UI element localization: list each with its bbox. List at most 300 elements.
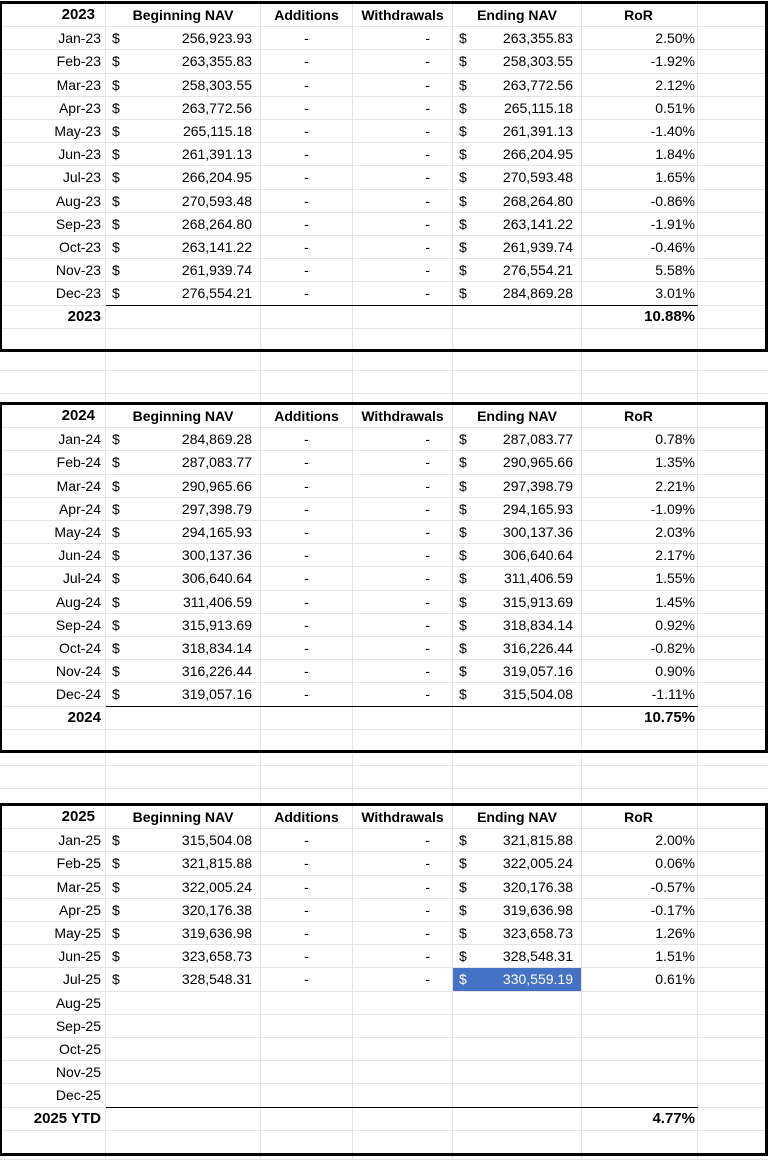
grid-cell[interactable] <box>453 329 582 351</box>
beginning-nav-cell[interactable] <box>106 922 261 944</box>
grid-cell[interactable] <box>698 766 768 788</box>
grid-cell[interactable] <box>698 1015 768 1037</box>
month-cell[interactable]: Aug-24 <box>0 591 106 613</box>
ending-nav-cell[interactable] <box>453 213 582 235</box>
month-cell[interactable]: Mar-25 <box>0 876 106 898</box>
beginning-nav-cell[interactable] <box>106 1084 261 1106</box>
ending-nav-cell[interactable] <box>453 922 582 944</box>
ending-nav-cell[interactable] <box>453 852 582 874</box>
ending-nav-cell[interactable] <box>453 1015 582 1037</box>
ror-cell[interactable] <box>582 992 698 1014</box>
ending-nav-cell[interactable] <box>453 683 582 705</box>
grid-cell[interactable] <box>106 306 261 328</box>
beginning-nav-cell[interactable] <box>106 498 261 520</box>
additions-cell[interactable]: - <box>261 637 353 659</box>
year-label[interactable]: 2025 <box>0 806 106 828</box>
total-ror[interactable]: 10.88% <box>582 306 698 328</box>
additions-cell[interactable]: - <box>261 74 353 96</box>
beginning-nav-cell[interactable] <box>106 567 261 589</box>
ror-cell[interactable]: 0.92% <box>582 614 698 636</box>
grid-cell[interactable] <box>0 329 106 351</box>
grid-cell[interactable] <box>698 428 768 450</box>
additions-cell[interactable]: - <box>261 660 353 682</box>
beginning-nav-cell[interactable] <box>106 213 261 235</box>
withdrawals-cell[interactable]: - <box>353 544 453 566</box>
withdrawals-cell[interactable]: - <box>353 190 453 212</box>
additions-cell[interactable]: - <box>261 968 353 990</box>
ror-cell[interactable]: 2.03% <box>582 521 698 543</box>
withdrawals-cell[interactable]: - <box>353 637 453 659</box>
withdrawals-cell[interactable]: - <box>353 166 453 188</box>
ror-cell[interactable]: 2.00% <box>582 829 698 851</box>
grid-cell[interactable] <box>698 50 768 72</box>
ror-cell[interactable]: 1.51% <box>582 945 698 967</box>
month-cell[interactable]: Apr-23 <box>0 97 106 119</box>
ending-nav-cell[interactable] <box>453 259 582 281</box>
grid-cell[interactable] <box>698 876 768 898</box>
beginning-nav-cell[interactable] <box>106 899 261 921</box>
ror-cell[interactable]: -1.09% <box>582 498 698 520</box>
withdrawals-cell[interactable]: - <box>353 829 453 851</box>
grid-cell[interactable] <box>261 329 353 351</box>
beginning-nav-cell[interactable] <box>106 475 261 497</box>
beginning-nav-cell[interactable] <box>106 521 261 543</box>
ror-cell[interactable]: 1.45% <box>582 591 698 613</box>
withdrawals-cell[interactable]: - <box>353 683 453 705</box>
beginning-nav-cell[interactable] <box>106 97 261 119</box>
grid-cell[interactable] <box>698 1108 768 1130</box>
grid-cell[interactable] <box>261 766 353 788</box>
grid-cell[interactable] <box>582 766 698 788</box>
total-ror[interactable]: 4.77% <box>582 1108 698 1130</box>
grid-cell[interactable] <box>261 306 353 328</box>
grid-cell[interactable] <box>0 371 106 393</box>
ror-cell[interactable]: 3.01% <box>582 282 698 304</box>
grid-cell[interactable] <box>698 498 768 520</box>
beginning-nav-cell[interactable] <box>106 544 261 566</box>
beginning-nav-cell[interactable] <box>106 683 261 705</box>
ending-nav-cell[interactable] <box>453 143 582 165</box>
col-header-ror[interactable]: RoR <box>582 405 698 427</box>
grid-cell[interactable] <box>353 1131 453 1153</box>
ror-cell[interactable]: 1.84% <box>582 143 698 165</box>
additions-cell[interactable]: - <box>261 143 353 165</box>
month-cell[interactable]: Feb-24 <box>0 451 106 473</box>
grid-cell[interactable] <box>0 766 106 788</box>
month-cell[interactable]: Jan-24 <box>0 428 106 450</box>
ending-nav-cell[interactable] <box>453 637 582 659</box>
grid-cell[interactable] <box>453 766 582 788</box>
ending-nav-cell[interactable] <box>453 945 582 967</box>
grid-cell[interactable] <box>698 1131 768 1153</box>
grid-cell[interactable] <box>698 475 768 497</box>
month-cell[interactable]: Sep-23 <box>0 213 106 235</box>
additions-cell[interactable]: - <box>261 259 353 281</box>
withdrawals-cell[interactable]: - <box>353 945 453 967</box>
beginning-nav-cell[interactable] <box>106 74 261 96</box>
additions-cell[interactable]: - <box>261 614 353 636</box>
month-cell[interactable]: Oct-25 <box>0 1038 106 1060</box>
month-cell[interactable]: Aug-25 <box>0 992 106 1014</box>
ending-nav-cell[interactable] <box>453 498 582 520</box>
ending-nav-cell[interactable] <box>453 50 582 72</box>
month-cell[interactable]: Apr-24 <box>0 498 106 520</box>
col-header-ending-nav[interactable]: Ending NAV <box>453 4 582 26</box>
grid-cell[interactable] <box>106 1108 261 1130</box>
col-header-ending-nav[interactable]: Ending NAV <box>453 405 582 427</box>
col-header-additions[interactable]: Additions <box>261 806 353 828</box>
ending-nav-cell[interactable] <box>453 876 582 898</box>
grid-cell[interactable] <box>582 730 698 752</box>
grid-cell[interactable] <box>698 922 768 944</box>
month-cell[interactable]: Mar-23 <box>0 74 106 96</box>
ending-nav-cell[interactable] <box>453 120 582 142</box>
beginning-nav-cell[interactable] <box>106 591 261 613</box>
grid-cell[interactable] <box>106 766 261 788</box>
beginning-nav-cell[interactable] <box>106 428 261 450</box>
ror-cell[interactable]: 0.61% <box>582 968 698 990</box>
month-cell[interactable]: Jun-23 <box>0 143 106 165</box>
ending-nav-cell[interactable] <box>453 992 582 1014</box>
withdrawals-cell[interactable]: - <box>353 282 453 304</box>
month-cell[interactable]: Oct-23 <box>0 236 106 258</box>
col-header-ror[interactable]: RoR <box>582 4 698 26</box>
withdrawals-cell[interactable] <box>353 1038 453 1060</box>
ror-cell[interactable]: 2.12% <box>582 74 698 96</box>
grid-cell[interactable] <box>582 329 698 351</box>
additions-cell[interactable]: - <box>261 829 353 851</box>
beginning-nav-cell[interactable] <box>106 1038 261 1060</box>
grid-cell[interactable] <box>698 371 768 393</box>
beginning-nav-cell[interactable] <box>106 166 261 188</box>
col-header-withdrawals[interactable]: Withdrawals <box>353 405 453 427</box>
additions-cell[interactable]: - <box>261 945 353 967</box>
ror-cell[interactable] <box>582 1061 698 1083</box>
grid-cell[interactable] <box>698 190 768 212</box>
additions-cell[interactable]: - <box>261 899 353 921</box>
col-header-additions[interactable]: Additions <box>261 4 353 26</box>
col-header-ror[interactable]: RoR <box>582 806 698 828</box>
month-cell[interactable]: Apr-25 <box>0 899 106 921</box>
additions-cell[interactable]: - <box>261 876 353 898</box>
grid-cell[interactable] <box>698 1084 768 1106</box>
additions-cell[interactable]: - <box>261 166 353 188</box>
ror-cell[interactable]: -1.40% <box>582 120 698 142</box>
grid-cell[interactable] <box>106 329 261 351</box>
additions-cell[interactable]: - <box>261 190 353 212</box>
ror-cell[interactable]: 1.65% <box>582 166 698 188</box>
additions-cell[interactable]: - <box>261 50 353 72</box>
ending-nav-cell[interactable] <box>453 1038 582 1060</box>
beginning-nav-cell[interactable] <box>106 451 261 473</box>
ending-nav-cell[interactable] <box>453 74 582 96</box>
month-cell[interactable]: Jul-25 <box>0 968 106 990</box>
ending-nav-cell[interactable] <box>453 451 582 473</box>
ending-nav-cell[interactable] <box>453 166 582 188</box>
withdrawals-cell[interactable]: - <box>353 968 453 990</box>
grid-cell[interactable] <box>353 1108 453 1130</box>
withdrawals-cell[interactable]: - <box>353 451 453 473</box>
col-header-beginning-nav[interactable]: Beginning NAV <box>106 4 261 26</box>
ending-nav-cell[interactable] <box>453 282 582 304</box>
withdrawals-cell[interactable]: - <box>353 591 453 613</box>
total-label[interactable]: 2023 <box>0 306 106 328</box>
beginning-nav-cell[interactable] <box>106 190 261 212</box>
total-label[interactable]: 2024 <box>0 707 106 729</box>
withdrawals-cell[interactable]: - <box>353 27 453 49</box>
grid-cell[interactable] <box>698 637 768 659</box>
grid-cell[interactable] <box>353 329 453 351</box>
grid-cell[interactable] <box>698 707 768 729</box>
additions-cell[interactable]: - <box>261 683 353 705</box>
beginning-nav-cell[interactable] <box>106 120 261 142</box>
month-cell[interactable]: Sep-24 <box>0 614 106 636</box>
ending-nav-cell[interactable] <box>453 591 582 613</box>
grid-cell[interactable] <box>698 451 768 473</box>
ror-cell[interactable]: 0.90% <box>582 660 698 682</box>
month-cell[interactable]: Dec-23 <box>0 282 106 304</box>
withdrawals-cell[interactable]: - <box>353 521 453 543</box>
beginning-nav-cell[interactable] <box>106 50 261 72</box>
grid-cell[interactable] <box>106 730 261 752</box>
month-cell[interactable]: Nov-23 <box>0 259 106 281</box>
withdrawals-cell[interactable]: - <box>353 922 453 944</box>
month-cell[interactable]: Dec-25 <box>0 1084 106 1106</box>
grid-cell[interactable] <box>106 707 261 729</box>
ending-nav-cell[interactable] <box>453 428 582 450</box>
withdrawals-cell[interactable]: - <box>353 143 453 165</box>
withdrawals-cell[interactable]: - <box>353 213 453 235</box>
beginning-nav-cell[interactable] <box>106 660 261 682</box>
ending-nav-cell[interactable] <box>453 829 582 851</box>
grid-cell[interactable] <box>698 143 768 165</box>
additions-cell[interactable] <box>261 1061 353 1083</box>
withdrawals-cell[interactable]: - <box>353 120 453 142</box>
withdrawals-cell[interactable] <box>353 1084 453 1106</box>
grid-cell[interactable] <box>698 899 768 921</box>
additions-cell[interactable]: - <box>261 544 353 566</box>
withdrawals-cell[interactable]: - <box>353 74 453 96</box>
month-cell[interactable]: May-23 <box>0 120 106 142</box>
ending-nav-cell[interactable] <box>453 236 582 258</box>
grid-cell[interactable] <box>698 992 768 1014</box>
month-cell[interactable]: Jun-24 <box>0 544 106 566</box>
beginning-nav-cell[interactable] <box>106 27 261 49</box>
ror-cell[interactable]: 0.78% <box>582 428 698 450</box>
grid-cell[interactable] <box>353 707 453 729</box>
additions-cell[interactable]: - <box>261 236 353 258</box>
withdrawals-cell[interactable]: - <box>353 876 453 898</box>
withdrawals-cell[interactable] <box>353 992 453 1014</box>
ending-nav-cell[interactable] <box>453 1061 582 1083</box>
withdrawals-cell[interactable]: - <box>353 236 453 258</box>
year-label[interactable]: 2024 <box>0 405 106 427</box>
ending-nav-cell[interactable] <box>453 190 582 212</box>
ror-cell[interactable]: -0.46% <box>582 236 698 258</box>
ending-nav-cell[interactable] <box>453 899 582 921</box>
grid-cell[interactable] <box>698 730 768 752</box>
col-header-beginning-nav[interactable]: Beginning NAV <box>106 405 261 427</box>
grid-cell[interactable] <box>261 371 353 393</box>
additions-cell[interactable]: - <box>261 213 353 235</box>
additions-cell[interactable]: - <box>261 428 353 450</box>
grid-cell[interactable] <box>582 1131 698 1153</box>
grid-cell[interactable] <box>106 1131 261 1153</box>
grid-cell[interactable] <box>698 1061 768 1083</box>
beginning-nav-cell[interactable] <box>106 259 261 281</box>
additions-cell[interactable]: - <box>261 451 353 473</box>
month-cell[interactable]: Nov-25 <box>0 1061 106 1083</box>
month-cell[interactable]: Feb-25 <box>0 852 106 874</box>
month-cell[interactable]: Dec-24 <box>0 683 106 705</box>
grid-cell[interactable] <box>698 591 768 613</box>
grid-cell[interactable] <box>453 306 582 328</box>
month-cell[interactable]: May-25 <box>0 922 106 944</box>
beginning-nav-cell[interactable] <box>106 1061 261 1083</box>
grid-cell[interactable] <box>698 236 768 258</box>
additions-cell[interactable]: - <box>261 120 353 142</box>
ror-cell[interactable]: 2.50% <box>582 27 698 49</box>
ror-cell[interactable]: 0.06% <box>582 852 698 874</box>
grid-cell[interactable] <box>261 730 353 752</box>
ror-cell[interactable]: 2.17% <box>582 544 698 566</box>
grid-cell[interactable] <box>453 707 582 729</box>
ror-cell[interactable]: -0.86% <box>582 190 698 212</box>
withdrawals-cell[interactable]: - <box>353 428 453 450</box>
grid-cell[interactable] <box>453 1108 582 1130</box>
additions-cell[interactable]: - <box>261 922 353 944</box>
month-cell[interactable]: Jun-25 <box>0 945 106 967</box>
grid-cell[interactable] <box>698 213 768 235</box>
additions-cell[interactable]: - <box>261 282 353 304</box>
beginning-nav-cell[interactable] <box>106 852 261 874</box>
withdrawals-cell[interactable] <box>353 1015 453 1037</box>
additions-cell[interactable] <box>261 1038 353 1060</box>
additions-cell[interactable] <box>261 992 353 1014</box>
grid-cell[interactable] <box>582 371 698 393</box>
grid-cell[interactable] <box>698 829 768 851</box>
grid-cell[interactable] <box>698 683 768 705</box>
col-header-ending-nav[interactable]: Ending NAV <box>453 806 582 828</box>
grid-cell[interactable] <box>698 259 768 281</box>
grid-cell[interactable] <box>353 371 453 393</box>
col-header-additions[interactable]: Additions <box>261 405 353 427</box>
withdrawals-cell[interactable]: - <box>353 614 453 636</box>
month-cell[interactable]: Feb-23 <box>0 50 106 72</box>
beginning-nav-cell[interactable] <box>106 876 261 898</box>
ending-nav-cell[interactable] <box>453 614 582 636</box>
grid-cell[interactable] <box>698 120 768 142</box>
grid-cell[interactable] <box>106 371 261 393</box>
ending-nav-cell[interactable] <box>453 660 582 682</box>
ending-nav-cell[interactable] <box>453 475 582 497</box>
grid-cell[interactable] <box>698 852 768 874</box>
ror-cell[interactable]: -1.92% <box>582 50 698 72</box>
grid-cell[interactable] <box>698 74 768 96</box>
ror-cell[interactable]: 1.35% <box>582 451 698 473</box>
additions-cell[interactable]: - <box>261 852 353 874</box>
col-header-beginning-nav[interactable]: Beginning NAV <box>106 806 261 828</box>
month-cell[interactable]: Jul-23 <box>0 166 106 188</box>
grid-cell[interactable] <box>698 1038 768 1060</box>
additions-cell[interactable] <box>261 1015 353 1037</box>
withdrawals-cell[interactable]: - <box>353 97 453 119</box>
beginning-nav-cell[interactable] <box>106 992 261 1014</box>
grid-cell[interactable] <box>261 1131 353 1153</box>
grid-cell[interactable] <box>0 1131 106 1153</box>
additions-cell[interactable]: - <box>261 97 353 119</box>
grid-cell[interactable] <box>453 371 582 393</box>
grid-cell[interactable] <box>698 521 768 543</box>
beginning-nav-cell[interactable] <box>106 1015 261 1037</box>
additions-cell[interactable]: - <box>261 521 353 543</box>
grid-cell[interactable] <box>698 166 768 188</box>
ror-cell[interactable]: 0.51% <box>582 97 698 119</box>
withdrawals-cell[interactable]: - <box>353 852 453 874</box>
total-label[interactable]: 2025 YTD <box>0 1108 106 1130</box>
withdrawals-cell[interactable]: - <box>353 567 453 589</box>
ror-cell[interactable]: -0.82% <box>582 637 698 659</box>
beginning-nav-cell[interactable] <box>106 829 261 851</box>
grid-cell[interactable] <box>453 1131 582 1153</box>
beginning-nav-cell[interactable] <box>106 614 261 636</box>
beginning-nav-cell[interactable] <box>106 945 261 967</box>
beginning-nav-cell[interactable] <box>106 968 261 990</box>
grid-cell[interactable] <box>453 730 582 752</box>
grid-cell[interactable] <box>698 27 768 49</box>
ending-nav-cell[interactable] <box>453 97 582 119</box>
additions-cell[interactable]: - <box>261 591 353 613</box>
withdrawals-cell[interactable]: - <box>353 899 453 921</box>
ror-cell[interactable] <box>582 1015 698 1037</box>
additions-cell[interactable]: - <box>261 27 353 49</box>
ror-cell[interactable] <box>582 1038 698 1060</box>
month-cell[interactable]: Jan-25 <box>0 829 106 851</box>
grid-cell[interactable] <box>698 660 768 682</box>
ror-cell[interactable]: 1.55% <box>582 567 698 589</box>
ror-cell[interactable]: -0.57% <box>582 876 698 898</box>
grid-cell[interactable] <box>261 707 353 729</box>
ror-cell[interactable] <box>582 1084 698 1106</box>
grid-cell[interactable] <box>698 97 768 119</box>
month-cell[interactable]: Sep-25 <box>0 1015 106 1037</box>
grid-cell[interactable] <box>0 730 106 752</box>
beginning-nav-cell[interactable] <box>106 143 261 165</box>
grid-cell[interactable] <box>698 945 768 967</box>
grid-cell[interactable] <box>698 614 768 636</box>
selected-ending-nav-cell[interactable] <box>453 968 582 990</box>
col-header-withdrawals[interactable]: Withdrawals <box>353 4 453 26</box>
grid-cell[interactable] <box>698 306 768 328</box>
ror-cell[interactable]: 5.58% <box>582 259 698 281</box>
withdrawals-cell[interactable]: - <box>353 475 453 497</box>
year-label[interactable]: 2023 <box>0 4 106 26</box>
grid-cell[interactable] <box>698 405 768 427</box>
ror-cell[interactable]: -1.11% <box>582 683 698 705</box>
ror-cell[interactable]: 2.21% <box>582 475 698 497</box>
grid-cell[interactable] <box>698 282 768 304</box>
beginning-nav-cell[interactable] <box>106 637 261 659</box>
grid-cell[interactable] <box>698 544 768 566</box>
ending-nav-cell[interactable] <box>453 521 582 543</box>
grid-cell[interactable] <box>698 4 768 26</box>
total-ror[interactable]: 10.75% <box>582 707 698 729</box>
ending-nav-cell[interactable] <box>453 1084 582 1106</box>
ending-nav-cell[interactable] <box>453 567 582 589</box>
month-cell[interactable]: Jan-23 <box>0 27 106 49</box>
month-cell[interactable]: May-24 <box>0 521 106 543</box>
month-cell[interactable]: Nov-24 <box>0 660 106 682</box>
